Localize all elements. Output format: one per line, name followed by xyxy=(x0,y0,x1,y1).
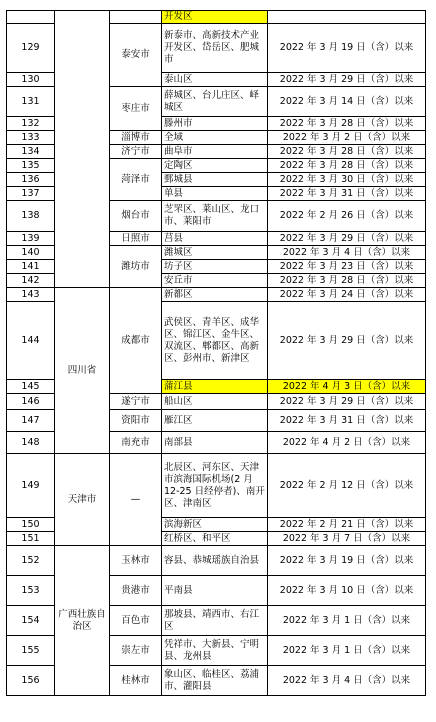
no-cell: 132 xyxy=(7,117,55,131)
date-cell: 2022 年 2 月 26 日（含）以来 xyxy=(268,201,426,232)
date-cell: 2022 年 3 月 28 日（含）以来 xyxy=(268,159,426,173)
area-cell: 开发区 xyxy=(162,11,268,24)
no-cell: 151 xyxy=(7,532,55,546)
area-cell: 滨海新区 xyxy=(162,518,268,532)
city-cell: 泰安市 xyxy=(110,24,162,87)
city-cell: 枣庄市 xyxy=(110,87,162,131)
area-cell: 雁江区 xyxy=(162,410,268,432)
area-cell: 象山区、临桂区、荔浦市、灌阳县 xyxy=(162,666,268,696)
city-cell: 日照市 xyxy=(110,232,162,246)
date-cell: 2022 年 3 月 31 日（含）以来 xyxy=(268,187,426,201)
area-cell: 安丘市 xyxy=(162,274,268,288)
area-cell: 全域 xyxy=(162,131,268,145)
area-cell: 船山区 xyxy=(162,394,268,410)
date-cell: 2022 年 3 月 10 日（含）以来 xyxy=(268,576,426,606)
date-cell: 2022 年 3 月 30 日（含）以来 xyxy=(268,173,426,187)
city-cell xyxy=(110,11,162,24)
no-cell: 150 xyxy=(7,518,55,532)
no-cell: 143 xyxy=(7,288,55,302)
date-cell: 2022 年 3 月 29 日（含）以来 xyxy=(268,394,426,410)
area-cell: 莒县 xyxy=(162,232,268,246)
area-cell: 平南县 xyxy=(162,576,268,606)
date-cell: 2022 年 3 月 29 日（含）以来 xyxy=(268,232,426,246)
no-cell: 139 xyxy=(7,232,55,246)
date-cell: 2022 年 3 月 29 日（含）以来 xyxy=(268,302,426,380)
no-cell: 144 xyxy=(7,302,55,380)
date-cell: 2022 年 3 月 23 日（含）以来 xyxy=(268,260,426,274)
date-cell: 2022 年 3 月 31 日（含）以来 xyxy=(268,410,426,432)
province-cell: 广西壮族自治区 xyxy=(55,546,110,696)
city-cell: 济宁市 xyxy=(110,145,162,159)
area-cell: 武侯区、青羊区、成华区、锦江区、金牛区、双流区、郫都区、高新区、彭州市、新津区 xyxy=(162,302,268,380)
area-cell: 红桥区、和平区 xyxy=(162,532,268,546)
no-cell: 145 xyxy=(7,380,55,394)
area-cell: 薛城区、台儿庄区、峄城区 xyxy=(162,87,268,117)
no-cell: 136 xyxy=(7,173,55,187)
area-cell: 北辰区、河东区、天津市滨海国际机场(2 月 12-25 日经停者)、南开区、津南区 xyxy=(162,454,268,518)
city-cell: 淄博市 xyxy=(110,131,162,145)
no-cell: 135 xyxy=(7,159,55,173)
date-cell: 2022 年 3 月 28 日（含）以来 xyxy=(268,117,426,131)
date-cell xyxy=(268,11,426,24)
area-cell: 泰山区 xyxy=(162,73,268,87)
no-cell: 155 xyxy=(7,636,55,666)
city-cell: 成都市 xyxy=(110,288,162,394)
date-cell: 2022 年 3 月 24 日（含）以来 xyxy=(268,288,426,302)
date-cell: 2022 年 3 月 14 日（含）以来 xyxy=(268,87,426,117)
area-cell: 潍城区 xyxy=(162,246,268,260)
city-cell: 菏泽市 xyxy=(110,159,162,201)
province-cell: 四川省 xyxy=(55,288,110,454)
city-cell: 南充市 xyxy=(110,432,162,454)
no-cell: 130 xyxy=(7,73,55,87)
table-row xyxy=(7,454,426,518)
date-cell: 2022 年 4 月 2 日（含）以来 xyxy=(268,432,426,454)
no-cell: 134 xyxy=(7,145,55,159)
date-cell: 2022 年 3 月 19 日（含）以来 xyxy=(268,546,426,576)
province-cell: 天津市 xyxy=(55,454,110,546)
no-cell: 142 xyxy=(7,274,55,288)
city-cell: 玉林市 xyxy=(110,546,162,576)
table-row xyxy=(7,546,426,576)
area-cell: 凭祥市、大新县、宁明县、龙州县 xyxy=(162,636,268,666)
no-cell: 147 xyxy=(7,410,55,432)
city-cell: 百色市 xyxy=(110,606,162,636)
date-cell: 2022 年 3 月 29 日（含）以来 xyxy=(268,73,426,87)
no-cell xyxy=(7,11,55,24)
city-cell: 遂宁市 xyxy=(110,394,162,410)
no-cell: 140 xyxy=(7,246,55,260)
province-cell xyxy=(55,11,110,288)
date-cell: 2022 年 3 月 1 日（含）以来 xyxy=(268,636,426,666)
area-cell: 芝罘区、莱山区、龙口市、莱阳市 xyxy=(162,201,268,232)
date-cell: 2022 年 3 月 19 日（含）以来 xyxy=(268,24,426,73)
area-cell: 滕州市 xyxy=(162,117,268,131)
city-cell: — xyxy=(110,454,162,546)
area-cell: 南部县 xyxy=(162,432,268,454)
area-cell: 容县、恭城瑶族自治县 xyxy=(162,546,268,576)
area-cell: 新都区 xyxy=(162,288,268,302)
date-cell: 2022 年 3 月 7 日（含）以来 xyxy=(268,532,426,546)
no-cell: 131 xyxy=(7,87,55,117)
city-cell: 贵港市 xyxy=(110,576,162,606)
city-cell: 资阳市 xyxy=(110,410,162,432)
city-cell: 桂林市 xyxy=(110,666,162,696)
date-cell: 2022 年 2 月 12 日（含）以来 xyxy=(268,454,426,518)
no-cell: 154 xyxy=(7,606,55,636)
no-cell: 153 xyxy=(7,576,55,606)
area-cell: 定陶区 xyxy=(162,159,268,173)
no-cell: 148 xyxy=(7,432,55,454)
no-cell: 129 xyxy=(7,24,55,73)
date-cell: 2022 年 3 月 4 日（含）以来 xyxy=(268,666,426,696)
no-cell: 156 xyxy=(7,666,55,696)
area-cell: 曲阜市 xyxy=(162,145,268,159)
city-cell: 崇左市 xyxy=(110,636,162,666)
table-row xyxy=(7,11,426,24)
no-cell: 141 xyxy=(7,260,55,274)
table-row xyxy=(7,288,426,302)
area-cell: 蒲江县 xyxy=(162,380,268,394)
region-table xyxy=(6,10,426,696)
city-cell: 潍坊市 xyxy=(110,246,162,288)
city-cell: 烟台市 xyxy=(110,201,162,232)
area-cell: 单县 xyxy=(162,187,268,201)
no-cell: 137 xyxy=(7,187,55,201)
area-cell: 鄄城县 xyxy=(162,173,268,187)
date-cell: 2022 年 3 月 1 日（含）以来 xyxy=(268,606,426,636)
area-cell: 坊子区 xyxy=(162,260,268,274)
no-cell: 133 xyxy=(7,131,55,145)
no-cell: 152 xyxy=(7,546,55,576)
date-cell: 2022 年 3 月 2 日（含）以来 xyxy=(268,131,426,145)
date-cell: 2022 年 2 月 21 日（含）以来 xyxy=(268,518,426,532)
no-cell: 149 xyxy=(7,454,55,518)
area-cell: 那坡县、靖西市、右江区 xyxy=(162,606,268,636)
date-cell: 2022 年 3 月 4 日（含）以来 xyxy=(268,246,426,260)
date-cell: 2022 年 3 月 28 日（含）以来 xyxy=(268,145,426,159)
date-cell: 2022 年 3 月 28 日（含）以来 xyxy=(268,274,426,288)
date-cell: 2022 年 4 月 3 日（含）以来 xyxy=(268,380,426,394)
no-cell: 138 xyxy=(7,201,55,232)
no-cell: 146 xyxy=(7,394,55,410)
area-cell: 新泰市、高新技术产业开发区、岱岳区、肥城市 xyxy=(162,24,268,73)
